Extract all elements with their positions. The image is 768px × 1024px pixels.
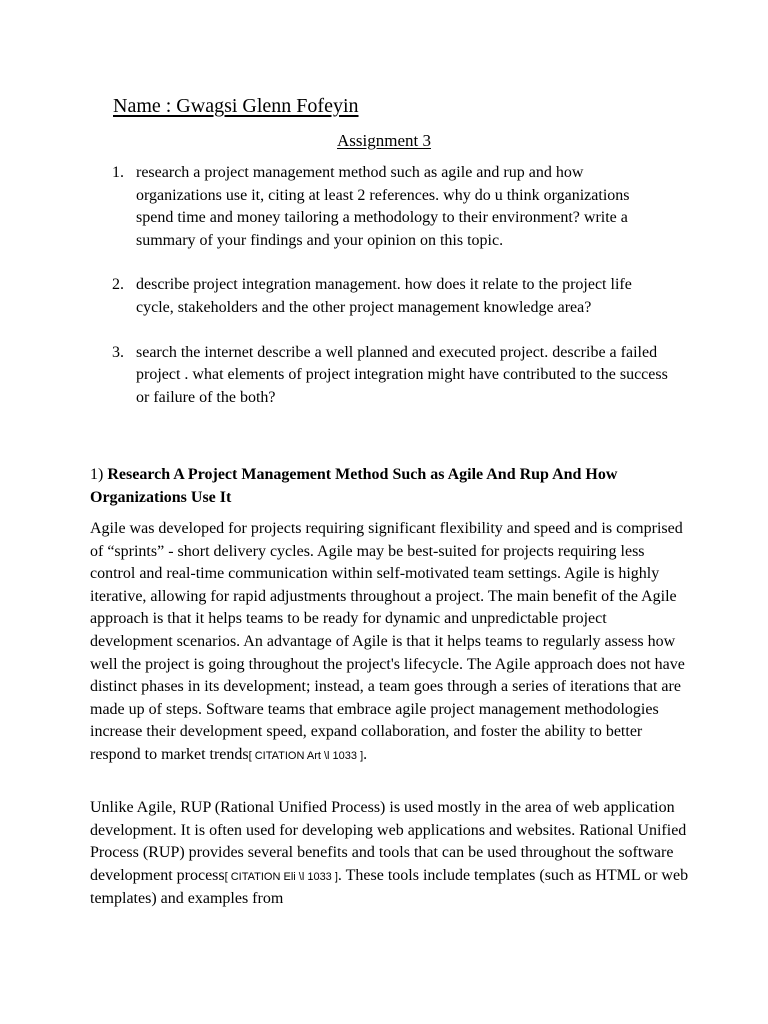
body-paragraph-agile: [90, 518, 690, 768]
list-item-text: search the internet describe a well planned and executed project. describe a failed project . what elements of project integration might have contributed to the success or failure of the both?: [136, 343, 668, 406]
question-list: [112, 162, 672, 409]
list-item-number: 3.: [112, 343, 124, 361]
body-paragraph-rup: [90, 797, 690, 911]
paragraph-text: Agile was developed for projects requiring significant flexibility and speed and is comprised of “sprints” - short delivery cycles. Agile may be best-suited for projects requiring less control and real-time communication within self-motivated team settings. Agile is highly iterative, allowing for rapid adjustments throughout a project. The main benefit of the Agile approach is that it helps teams to be ready for dynamic and unpredictable project development scenarios. An advantage of Agile is that it helps teams to regularly assess how well the project is going throughout the project's lifecycle. The Agile approach does not have distinct phases in its development; instead, a team goes through a series of iterations that are made up of steps. Software teams that embrace agile project management methodologies increase their development speed, expand collaboration, and foster the ability to better respond to market trends: [90, 520, 685, 763]
list-item-text: describe project integration management. how does it relate to the project life cycle, stakeholders and the other project management knowledge area?: [136, 276, 632, 316]
paragraph-text: Unlike Agile, RUP (Rational Unified Process) is used mostly in the area of web application development. It is often used for developing web applications and websites. Rational Unified Process (RUP) provides several benefits and tools that can be used throughout the software development process: [90, 799, 687, 884]
citation-field: [ CITATION Art \l 1033 ]: [248, 749, 364, 762]
section-title: Research A Project Management Method Such as Agile And Rup And How Organizations Use It: [90, 466, 618, 506]
citation-field: [ CITATION Eli \l 1033 ]: [224, 870, 338, 883]
section-heading: [90, 463, 690, 509]
list-item: [112, 162, 672, 252]
author-name: Name : Gwagsi Glenn Fofeyin: [113, 95, 359, 117]
list-item-number: 2.: [112, 276, 124, 294]
paragraph-text-end: .: [363, 745, 368, 763]
section-number: 1): [90, 466, 104, 483]
list-item-number: 1.: [112, 164, 124, 181]
paragraph-text-end: . These tools include templates (such as HTML or web templates) and examples from: [90, 866, 689, 908]
list-item: [112, 342, 672, 410]
list-item: [112, 274, 672, 319]
list-item-text: research a project management method such as agile and rup and how organizations use it, citing at least 2 references. why do u think organizations spend time and money tailoring a methodology to their environment? write a summary of your findings and your opinion on this topic.: [136, 164, 630, 249]
assignment-title: Assignment 3: [337, 131, 431, 150]
